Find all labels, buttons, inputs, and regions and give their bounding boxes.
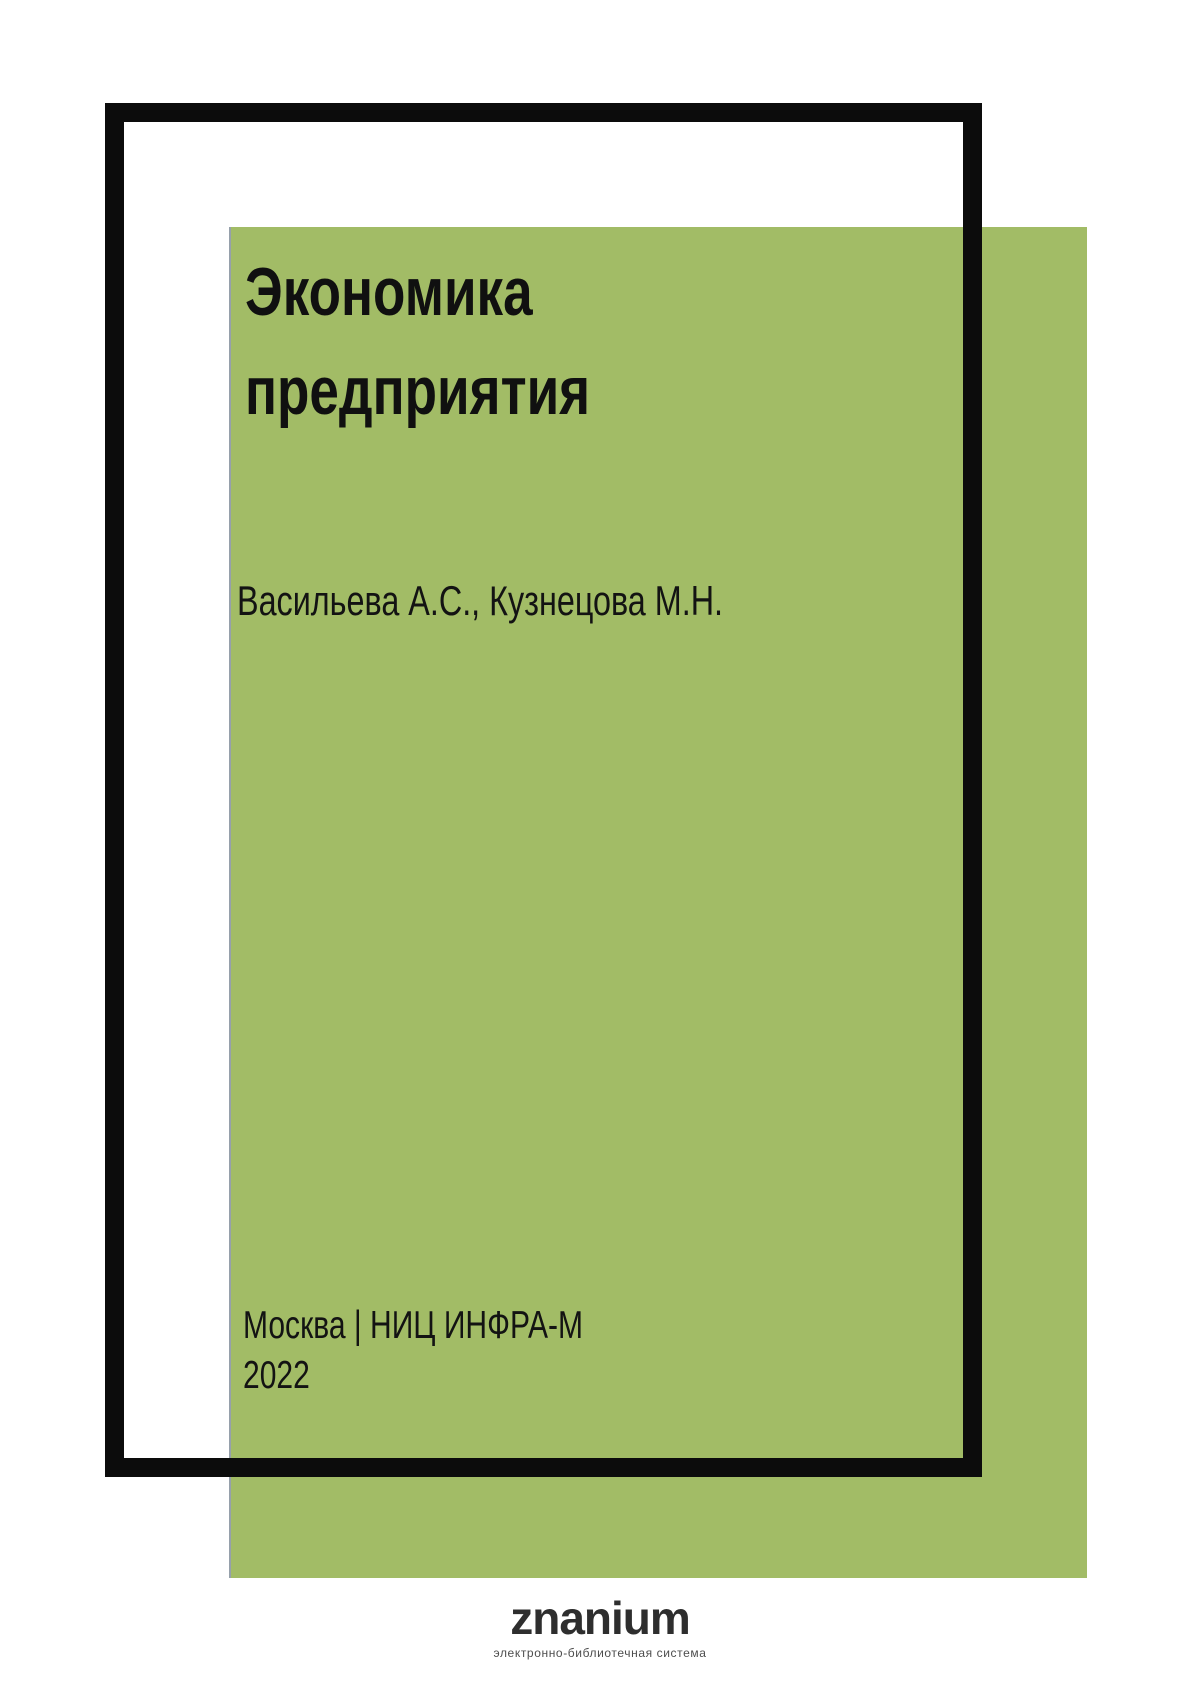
znanium-logo: znanium — [510, 1592, 690, 1644]
book-authors: Васильева А.С., Кузнецова М.Н. — [237, 577, 724, 624]
book-title-line-2: предприятия — [245, 353, 591, 429]
book-title — [245, 243, 590, 441]
znanium-logo-tagline: электронно-библиотечная система — [493, 1646, 707, 1660]
imprint-city-publisher: Москва | НИЦ ИНФРА-М — [243, 1304, 584, 1347]
book-title-line-1: Экономика — [245, 254, 533, 330]
imprint-year: 2022 — [243, 1354, 310, 1397]
imprint-block — [243, 1301, 583, 1401]
publisher-footer — [0, 1594, 1200, 1660]
